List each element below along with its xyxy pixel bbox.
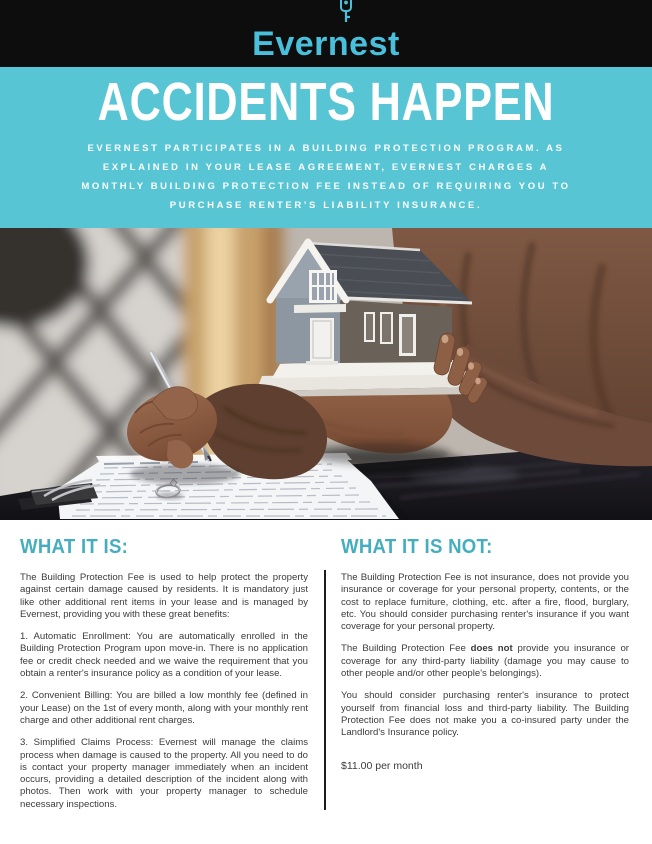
column-divider <box>324 570 326 810</box>
what-it-is-heading: WHAT IT IS: <box>20 536 129 558</box>
subtitle-line: EXPLAINED IN YOUR LEASE AGREEMENT, EVERNEST CHARGES A <box>102 161 550 173</box>
renters-insurance-paragraph: You should consider purchasing renter's insurance to protect yourself from financial loss and third-party liability. The Building Protection Fee does not make you a co-insured party under the Landlord's Insurance policy. <box>341 690 629 739</box>
benefit-simplified-claims: 3. Simplified Claims Process: Evernest will manage the claims process when damage is caused to the property. All you need to do is contact your property manager immediately when an incident occurs, providing a detailed description of the incident along with photos. Then work with your property manager to schedule necessary inspections. <box>20 737 308 810</box>
key-icon <box>338 0 354 25</box>
signing-lease-model-house-photo <box>0 228 652 520</box>
benefit-convenient-billing: 2. Convenient Billing: You are billed a low monthly fee (defined in your Lease) on the 1st of every month, along with your monthly rent charge and other additional rent charges. <box>20 690 308 726</box>
benefit-automatic-enrollment: 1. Automatic Enrollment: You are automatically enrolled in the Building Protection Program upon move-in. There is no application fee or credit check needed and we waive the requirement that you obtain a renter's insurance policy as a condition of your lease. <box>20 631 308 680</box>
third-party-liability-paragraph <box>341 643 629 680</box>
header-bar <box>0 0 652 67</box>
hero-banner <box>0 67 652 228</box>
content-columns <box>0 520 652 821</box>
hero-subtitle <box>0 139 652 215</box>
what-it-is-intro: The Building Protection Fee is used to help protect the property against certain damage caused by residents. It is mandatory just like other additional rent items in your lease and is managed by Evernest, providing you with these great benefits: <box>20 572 308 620</box>
evernest-logo <box>252 27 400 67</box>
paragraph-text: The Building Protection Fee <box>341 643 471 655</box>
page-title: ACCIDENTS HAPPEN <box>97 72 555 132</box>
does-not-emphasis: does not <box>470 643 513 655</box>
hero-photo <box>0 228 652 520</box>
subtitle-line: EVERNEST PARTICIPATES IN A BUILDING PROTECTION PROGRAM. AS <box>87 142 565 154</box>
logo-text: Evernest <box>252 25 400 63</box>
what-it-is-not-heading: WHAT IT IS NOT: <box>341 536 493 558</box>
monthly-price: $11.00 per month <box>341 759 423 772</box>
subtitle-line: PURCHASE RENTER’S LIABILITY INSURANCE. <box>169 199 483 211</box>
what-it-is-column <box>20 536 308 821</box>
paragraph-text: provide you insurance or coverage for any third-party liability (damage you may cause to other people and/or other people's belongings). <box>341 643 629 680</box>
not-insurance-paragraph: The Building Protection Fee is not insurance, does not provide you insurance or coverage for your personal property, contents, or the cost to replace furniture, clothing, etc. after a fire, flood, burglary, etc. You should consider purchasing renter's insurance if you want coverage for your personal property. <box>341 572 629 633</box>
what-it-is-not-column <box>341 536 629 821</box>
subtitle-line: MONTHLY BUILDING PROTECTION FEE INSTEAD OF REQUIRING YOU TO <box>81 180 571 192</box>
